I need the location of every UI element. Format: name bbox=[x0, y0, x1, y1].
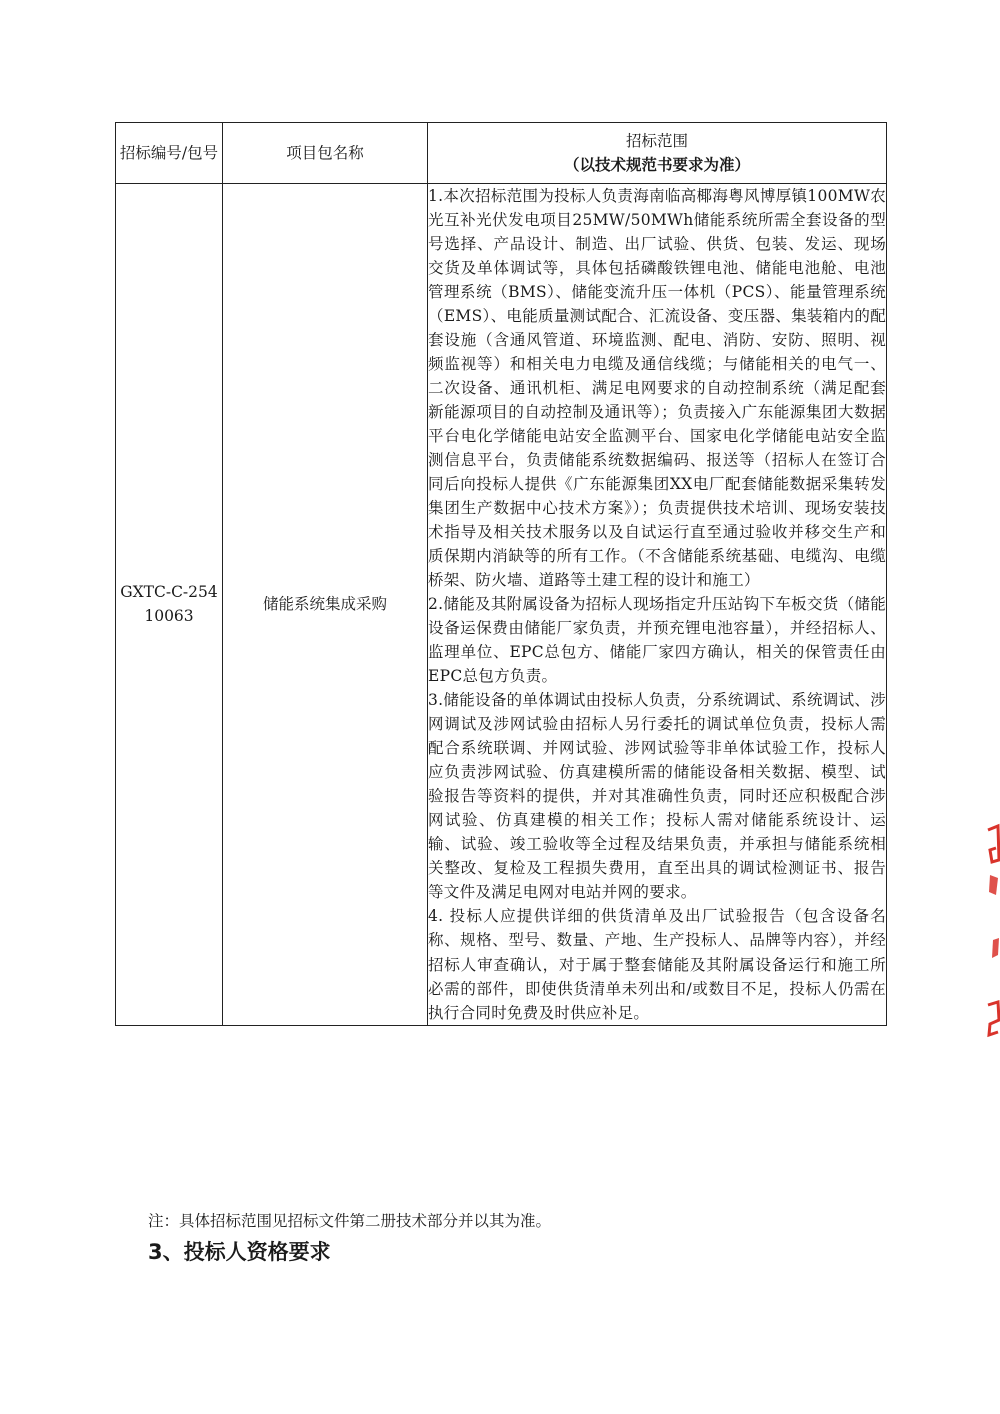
table-header-row bbox=[116, 123, 887, 184]
section-heading: 3、投标人资格要求 bbox=[148, 1240, 331, 1264]
seal-stamp-fragment bbox=[984, 820, 1000, 1050]
scope-note: 注：具体招标范围见招标文件第二册技术部分并以其为准。 bbox=[148, 1212, 552, 1230]
table-row bbox=[116, 184, 887, 1026]
tender-code-line-1: GXTC-C-254 bbox=[120, 583, 218, 602]
header-code-label: 招标编号/包号 bbox=[119, 143, 219, 162]
package-name-cell bbox=[223, 184, 428, 1026]
header-name bbox=[223, 123, 428, 184]
scope-paragraph-2: 2.储能及其附属设备为招标人现场指定升压站钩下车板交货（储能设备运保费由储能厂家负责，并预充锂电池容量），并经招标人、监理单位、EPC总包方、储能厂家四方确认，相关的保管责任由EPC总包方负责。 bbox=[428, 595, 886, 686]
seal-stroke-1 bbox=[988, 826, 999, 862]
header-scope bbox=[428, 123, 887, 184]
package-name: 储能系统集成采购 bbox=[262, 595, 387, 614]
scope-paragraph-1: 1.本次招标范围为投标人负责海南临高椰海粤风博厚镇100MW农光互补光伏发电项目25MW/50MWh储能系统所需全套设备的型号选择、产品设计、制造、出厂试验、供货、包装、发运、现场交货及单体调试等，具体包括磷酸铁锂电池、储能电池舱、电池管理系统（BMS）、储能变流升压一体机（PCS）、能量管理系统（EMS）、电能质量测试配合、汇流设备、变压器、集装箱内的配套设施（含通风管道、环境监测、配电、消防、安防、照明、视频监视等）和相关电力电缆及通信线缆；与储能相关的电气一、二次设备、通讯机柜、满足电网要求的自动控制系统（满足配套新能源项目的自动控制及通讯等）；负责接入广东能源集团大数据平台电化学储能电站安全监测平台、国家电化学储能电站安全监测信息平台，负责储能系统数据编码、报送等（招标人在签订合同后向投标人提供《广东能源集团XX电厂配套储能数据采集转发集团生产数据中心技术方案》）；负责提供技术培训、现场安装技术指导及相关技术服务以及自试运行直至通过验收并移交生产和质保期内消缺等的所有工作。（不含储能系统基础、电缆沟、电缆桥架、防火墙、道路等土建工程的设计和施工） bbox=[428, 187, 886, 590]
tender-scope-table bbox=[115, 122, 887, 1026]
header-code bbox=[116, 123, 223, 184]
scope-paragraph-3: 3.储能设备的单体调试由投标人负责，分系统调试、系统调试、涉网调试及涉网试验由招标人另行委托的调试单位负责，投标人需配合系统联调、并网试验、涉网试验等非单体试验工作，投标人应负责涉网试验、仿真建模所需的储能设备相关数据、模型、试验报告等资料的提供，并对其准确性负责，同时还应积极配合涉网试验、仿真建模的相关工作；投标人需对储能系统设计、运输、试验、竣工验收等全过程及结果负责，并承担与储能系统相关整改、复检及工程损失费用，直至出具的调试检测证书、报告等文件及满足电网对电站并网的要求。 bbox=[428, 691, 886, 902]
seal-stroke-3 bbox=[992, 938, 999, 958]
header-scope-subtitle: （以技术规范书要求为准） bbox=[563, 155, 750, 174]
seal-stroke-4 bbox=[988, 1002, 999, 1035]
tender-code-cell bbox=[116, 184, 223, 1026]
header-scope-title: 招标范围 bbox=[625, 131, 688, 150]
tender-code-line-2: 10063 bbox=[144, 607, 194, 626]
scope-cell bbox=[428, 184, 887, 1026]
header-name-label: 项目包名称 bbox=[286, 143, 364, 162]
scope-paragraph-4: 4. 投标人应提供详细的供货清单及出厂试验报告（包含设备名称、规格、型号、数量、产地、生产投标人、品牌等内容），并经招标人审查确认，对于属于整套储能及其附属设备运行和施工所必需的部件，即使供货清单未列出和/或数目不足，投标人仍需在执行合同时免费及时供应补足。 bbox=[428, 907, 886, 1022]
seal-stroke-2 bbox=[989, 875, 998, 895]
